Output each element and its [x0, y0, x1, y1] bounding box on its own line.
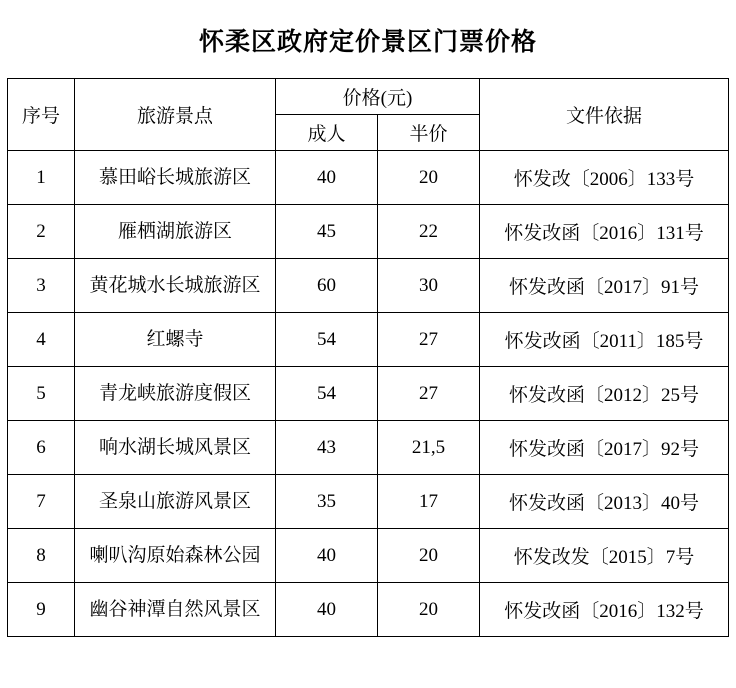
cell-seq: 9	[8, 583, 75, 637]
table-row	[8, 475, 729, 529]
cell-half: 20	[378, 529, 480, 583]
cell-adult: 40	[276, 583, 378, 637]
table-header-row-1	[8, 79, 729, 115]
cell-adult: 54	[276, 367, 378, 421]
cell-adult: 54	[276, 313, 378, 367]
cell-doc: 怀发改函〔2016〕132号	[480, 583, 729, 637]
column-header-spot: 旅游景点	[75, 79, 276, 151]
cell-doc: 怀发改发〔2015〕7号	[480, 529, 729, 583]
cell-doc: 怀发改〔2006〕133号	[480, 151, 729, 205]
cell-seq: 5	[8, 367, 75, 421]
cell-seq: 3	[8, 259, 75, 313]
cell-adult: 45	[276, 205, 378, 259]
table-body	[8, 151, 729, 637]
cell-seq: 6	[8, 421, 75, 475]
cell-seq: 8	[8, 529, 75, 583]
cell-doc: 怀发改函〔2016〕131号	[480, 205, 729, 259]
cell-doc: 怀发改函〔2012〕25号	[480, 367, 729, 421]
table-row	[8, 529, 729, 583]
cell-half: 20	[378, 151, 480, 205]
cell-seq: 2	[8, 205, 75, 259]
cell-spot: 慕田峪长城旅游区	[75, 151, 276, 205]
table-row	[8, 367, 729, 421]
cell-adult: 35	[276, 475, 378, 529]
cell-seq: 4	[8, 313, 75, 367]
table-header	[8, 79, 729, 151]
cell-adult: 60	[276, 259, 378, 313]
cell-spot: 红螺寺	[75, 313, 276, 367]
table-row	[8, 313, 729, 367]
table-row	[8, 151, 729, 205]
cell-seq: 7	[8, 475, 75, 529]
cell-doc: 怀发改函〔2017〕92号	[480, 421, 729, 475]
table-row	[8, 421, 729, 475]
cell-half: 27	[378, 313, 480, 367]
column-header-adult: 成人	[276, 115, 378, 151]
table-row	[8, 205, 729, 259]
cell-spot: 响水湖长城风景区	[75, 421, 276, 475]
cell-doc: 怀发改函〔2017〕91号	[480, 259, 729, 313]
cell-doc: 怀发改函〔2011〕185号	[480, 313, 729, 367]
cell-adult: 40	[276, 529, 378, 583]
cell-half: 22	[378, 205, 480, 259]
cell-adult: 40	[276, 151, 378, 205]
column-header-half: 半价	[378, 115, 480, 151]
cell-half: 20	[378, 583, 480, 637]
cell-spot: 圣泉山旅游风景区	[75, 475, 276, 529]
cell-spot: 雁栖湖旅游区	[75, 205, 276, 259]
column-header-doc: 文件依据	[480, 79, 729, 151]
cell-half: 17	[378, 475, 480, 529]
cell-spot: 幽谷神潭自然风景区	[75, 583, 276, 637]
cell-seq: 1	[8, 151, 75, 205]
cell-spot: 喇叭沟原始森林公园	[75, 529, 276, 583]
column-header-seq: 序号	[8, 79, 75, 151]
cell-spot: 青龙峡旅游度假区	[75, 367, 276, 421]
price-table	[7, 78, 729, 637]
column-header-price-group: 价格(元)	[276, 79, 480, 115]
cell-half: 27	[378, 367, 480, 421]
cell-adult: 43	[276, 421, 378, 475]
cell-spot: 黄花城水长城旅游区	[75, 259, 276, 313]
cell-half: 30	[378, 259, 480, 313]
page-title: 怀柔区政府定价景区门票价格	[198, 27, 537, 56]
cell-doc: 怀发改函〔2013〕40号	[480, 475, 729, 529]
cell-half: 21,5	[378, 421, 480, 475]
table-row	[8, 583, 729, 637]
table-row	[8, 259, 729, 313]
